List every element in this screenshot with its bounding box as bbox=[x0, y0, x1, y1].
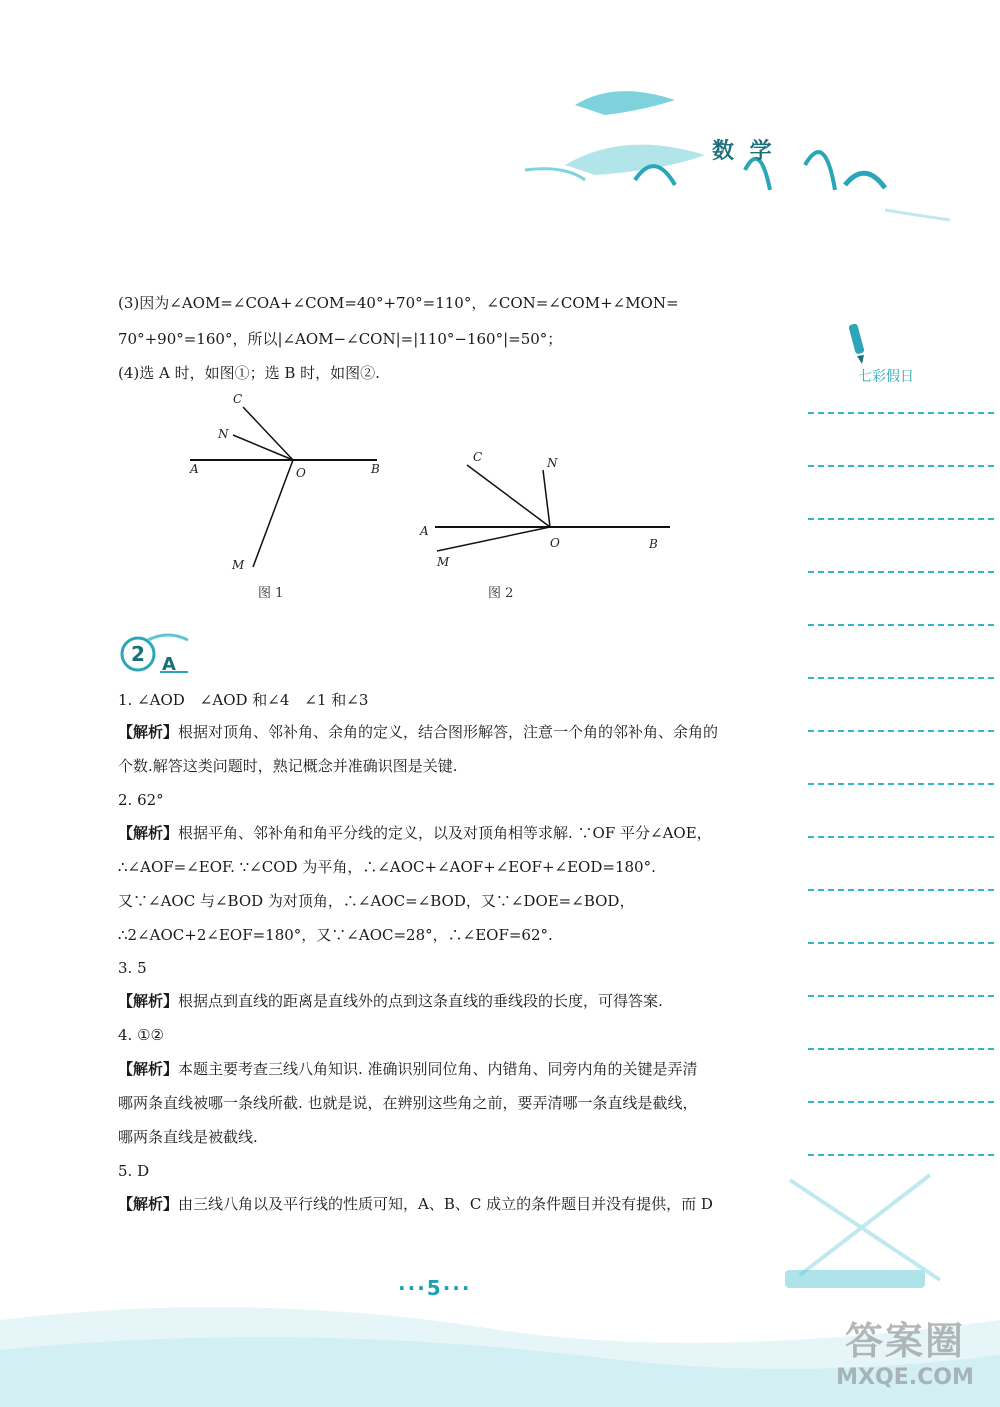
explanation-text: 根据平角、邻补角和角平分线的定义，以及对顶角相等求解. ∵OF 平分∠AOE， bbox=[178, 824, 712, 842]
label-c: C bbox=[233, 392, 243, 406]
note-line bbox=[808, 836, 994, 838]
label-b: B bbox=[649, 537, 658, 551]
label-o: O bbox=[296, 466, 306, 480]
label-m: M bbox=[232, 558, 245, 572]
note-line bbox=[808, 412, 994, 414]
subject-title: 数 学 bbox=[712, 138, 776, 164]
label-o: O bbox=[550, 536, 560, 550]
explanation-text: 由三线八角以及平行线的性质可知，A、B、C 成立的条件题目并没有提供，而 D bbox=[178, 1195, 713, 1213]
label-c: C bbox=[473, 450, 483, 464]
label-a: A bbox=[190, 462, 199, 476]
explanation-text: 根据点到直线的距离是直线外的点到这条直线的垂线段的长度，可得答案. bbox=[178, 992, 663, 1010]
solution-line: (4)选 A 时，如图①；选 B 时，如图②. bbox=[118, 364, 380, 382]
note-line bbox=[808, 1101, 994, 1103]
explanation-tag: 【解析】 bbox=[118, 1060, 179, 1078]
sidebar-label: 七彩假日 bbox=[858, 369, 914, 385]
corner-decoration bbox=[760, 1170, 990, 1290]
explanation-line: ∴2∠AOC+2∠EOF=180°，又∵∠AOC=28°，∴∠EOF=62°. bbox=[118, 926, 553, 944]
explanation-tag: 【解析】 bbox=[118, 824, 179, 842]
answer-2: 2. 62° bbox=[118, 791, 164, 809]
note-line bbox=[808, 995, 994, 997]
explanation-tag: 【解析】 bbox=[118, 992, 179, 1010]
note-line bbox=[808, 730, 994, 732]
note-line bbox=[808, 942, 994, 944]
pen-icon bbox=[848, 322, 868, 366]
watermark bbox=[820, 1310, 990, 1400]
page-number: ···5··· bbox=[398, 1276, 472, 1300]
figure-2 bbox=[415, 445, 675, 575]
explanation-line bbox=[118, 722, 718, 742]
note-line bbox=[808, 889, 994, 891]
note-line bbox=[808, 465, 994, 467]
section-number: 2 bbox=[131, 642, 145, 666]
explanation-line bbox=[118, 823, 712, 843]
explanation-line: 又∵∠AOC 与∠BOD 为对顶角，∴∠AOC=∠BOD，又∵∠DOE=∠BOD， bbox=[118, 892, 635, 910]
section-badge bbox=[118, 630, 198, 676]
label-m: M bbox=[437, 555, 450, 569]
note-line bbox=[808, 518, 994, 520]
figure-2-caption: 图 2 bbox=[488, 586, 514, 601]
explanation-line: 哪两条直线是被截线. bbox=[118, 1128, 258, 1146]
note-line bbox=[808, 624, 994, 626]
explanation-tag: 【解析】 bbox=[118, 1195, 179, 1213]
note-line bbox=[808, 571, 994, 573]
label-n: N bbox=[547, 456, 558, 470]
answer-4: 4. ①② bbox=[118, 1026, 164, 1044]
section-letter: A bbox=[162, 654, 176, 675]
solution-line: 70°+90°=160°，所以|∠AOM−∠CON|=|110°−160°|=50°； bbox=[118, 330, 563, 348]
explanation-line: 个数.解答这类问题时，熟记概念并准确识图是关键. bbox=[118, 757, 458, 775]
note-line bbox=[808, 1154, 994, 1156]
watermark-en: MXQE.COM bbox=[836, 1365, 974, 1390]
explanation-line: ∴∠AOF=∠EOF. ∵∠COD 为平角，∴∠AOC+∠AOF+∠EOF+∠EOD=180°. bbox=[118, 858, 656, 876]
explanation-tag: 【解析】 bbox=[118, 723, 179, 741]
explanation-line bbox=[118, 991, 663, 1011]
explanation-text: 本题主要考查三线八角知识. 准确识别同位角、内错角、同旁内角的关键是弄清 bbox=[178, 1060, 698, 1078]
explanation-line bbox=[118, 1194, 713, 1214]
explanation-line: 哪两条直线被哪一条线所截. 也就是说，在辨别这些角之前，要弄清哪一条直线是截线， bbox=[118, 1094, 698, 1112]
answer-1: 1. ∠AOD ∠AOD 和∠4 ∠1 和∠3 bbox=[118, 691, 369, 709]
label-b: B bbox=[371, 462, 380, 476]
explanation-text: 根据对顶角、邻补角、余角的定义，结合图形解答，注意一个角的邻补角、余角的 bbox=[178, 723, 719, 741]
note-line bbox=[808, 783, 994, 785]
note-line bbox=[808, 1048, 994, 1050]
label-n: N bbox=[218, 427, 229, 441]
explanation-line bbox=[118, 1059, 698, 1079]
answer-5: 5. D bbox=[118, 1162, 150, 1180]
answer-3: 3. 5 bbox=[118, 959, 147, 977]
figure-1-caption: 图 1 bbox=[258, 586, 284, 601]
label-a: A bbox=[420, 524, 429, 538]
figure-1 bbox=[185, 385, 400, 580]
watermark-cn: 答案圈 bbox=[844, 1319, 965, 1363]
note-line bbox=[808, 677, 994, 679]
solution-line: (3)因为∠AOM=∠COA+∠COM=40°+70°=110°，∠CON=∠COM+∠MON= bbox=[118, 294, 679, 312]
